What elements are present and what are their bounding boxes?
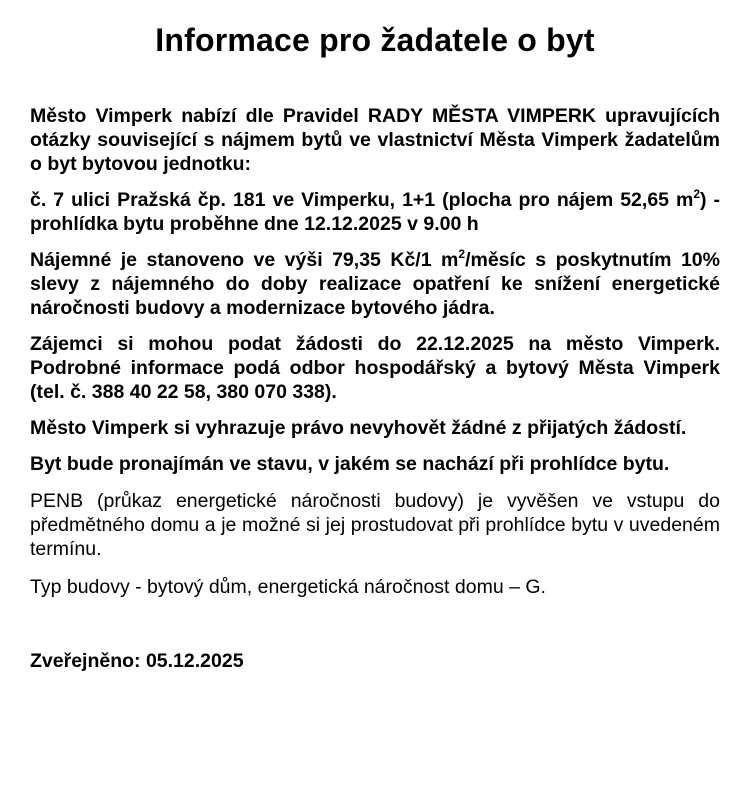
rent-paragraph bbox=[30, 248, 720, 320]
rent-amount-text: Nájemné je stanoveno ve výši 79,35 Kč/1 m bbox=[30, 249, 459, 271]
notice-document bbox=[30, 0, 720, 693]
rent-discount-text: /měsíc s poskytnutím 10% slevy z nájemného do doby realizace opatření ke snížení energetické náročnosti budovy a modernizace bytového jádra. bbox=[30, 249, 720, 319]
building-type-paragraph: Typ budovy - bytový dům, energetická náročnost domu – G. bbox=[30, 576, 546, 598]
apartment-details-text: č. 7 ulici Pražská čp. 181 ve Vimperku, 1+1 (plocha pro nájem 52,65 m bbox=[30, 189, 694, 211]
rent-unit-superscript: 2 bbox=[458, 247, 466, 261]
reservation-paragraph: Město Vimperk si vyhrazuje právo nevyhovět žádné z přijatých žádostí. bbox=[30, 417, 687, 439]
condition-paragraph: Byt bude pronajímán ve stavu, v jakém se nachází při prohlídce bytu. bbox=[30, 453, 670, 475]
penb-paragraph: PENB (průkaz energetické náročnosti budovy) je vyvěšen ve vstupu do předmětného domu a je možné si jej prostudovat při prohlídce bytu v uvedeném termínu. bbox=[30, 490, 720, 560]
area-unit-superscript: 2 bbox=[693, 187, 701, 201]
offer-intro-paragraph: Město Vimperk nabízí dle Pravidel RADY MĚSTA VIMPERK upravujících otázky související s nájmem bytů ve vlastnictví Města Vimperk žadatelům o byt bytovou jednotku: bbox=[30, 105, 720, 175]
page-title: Informace pro žadatele o byt bbox=[155, 22, 595, 58]
viewing-date-text: ) - prohlídka bytu proběhne dne 12.12.2025 v 9.00 h bbox=[30, 189, 721, 235]
application-deadline-paragraph: Zájemci si mohou podat žádosti do 22.12.2025 na město Vimperk. Podrobné informace podá odbor hospodářský a bytový Města Vimperk (tel. č. 388 40 22 58, 380 070 338). bbox=[30, 333, 720, 403]
published-date: Zveřejněno: 05.12.2025 bbox=[30, 650, 244, 672]
apartment-details-paragraph bbox=[30, 188, 720, 236]
